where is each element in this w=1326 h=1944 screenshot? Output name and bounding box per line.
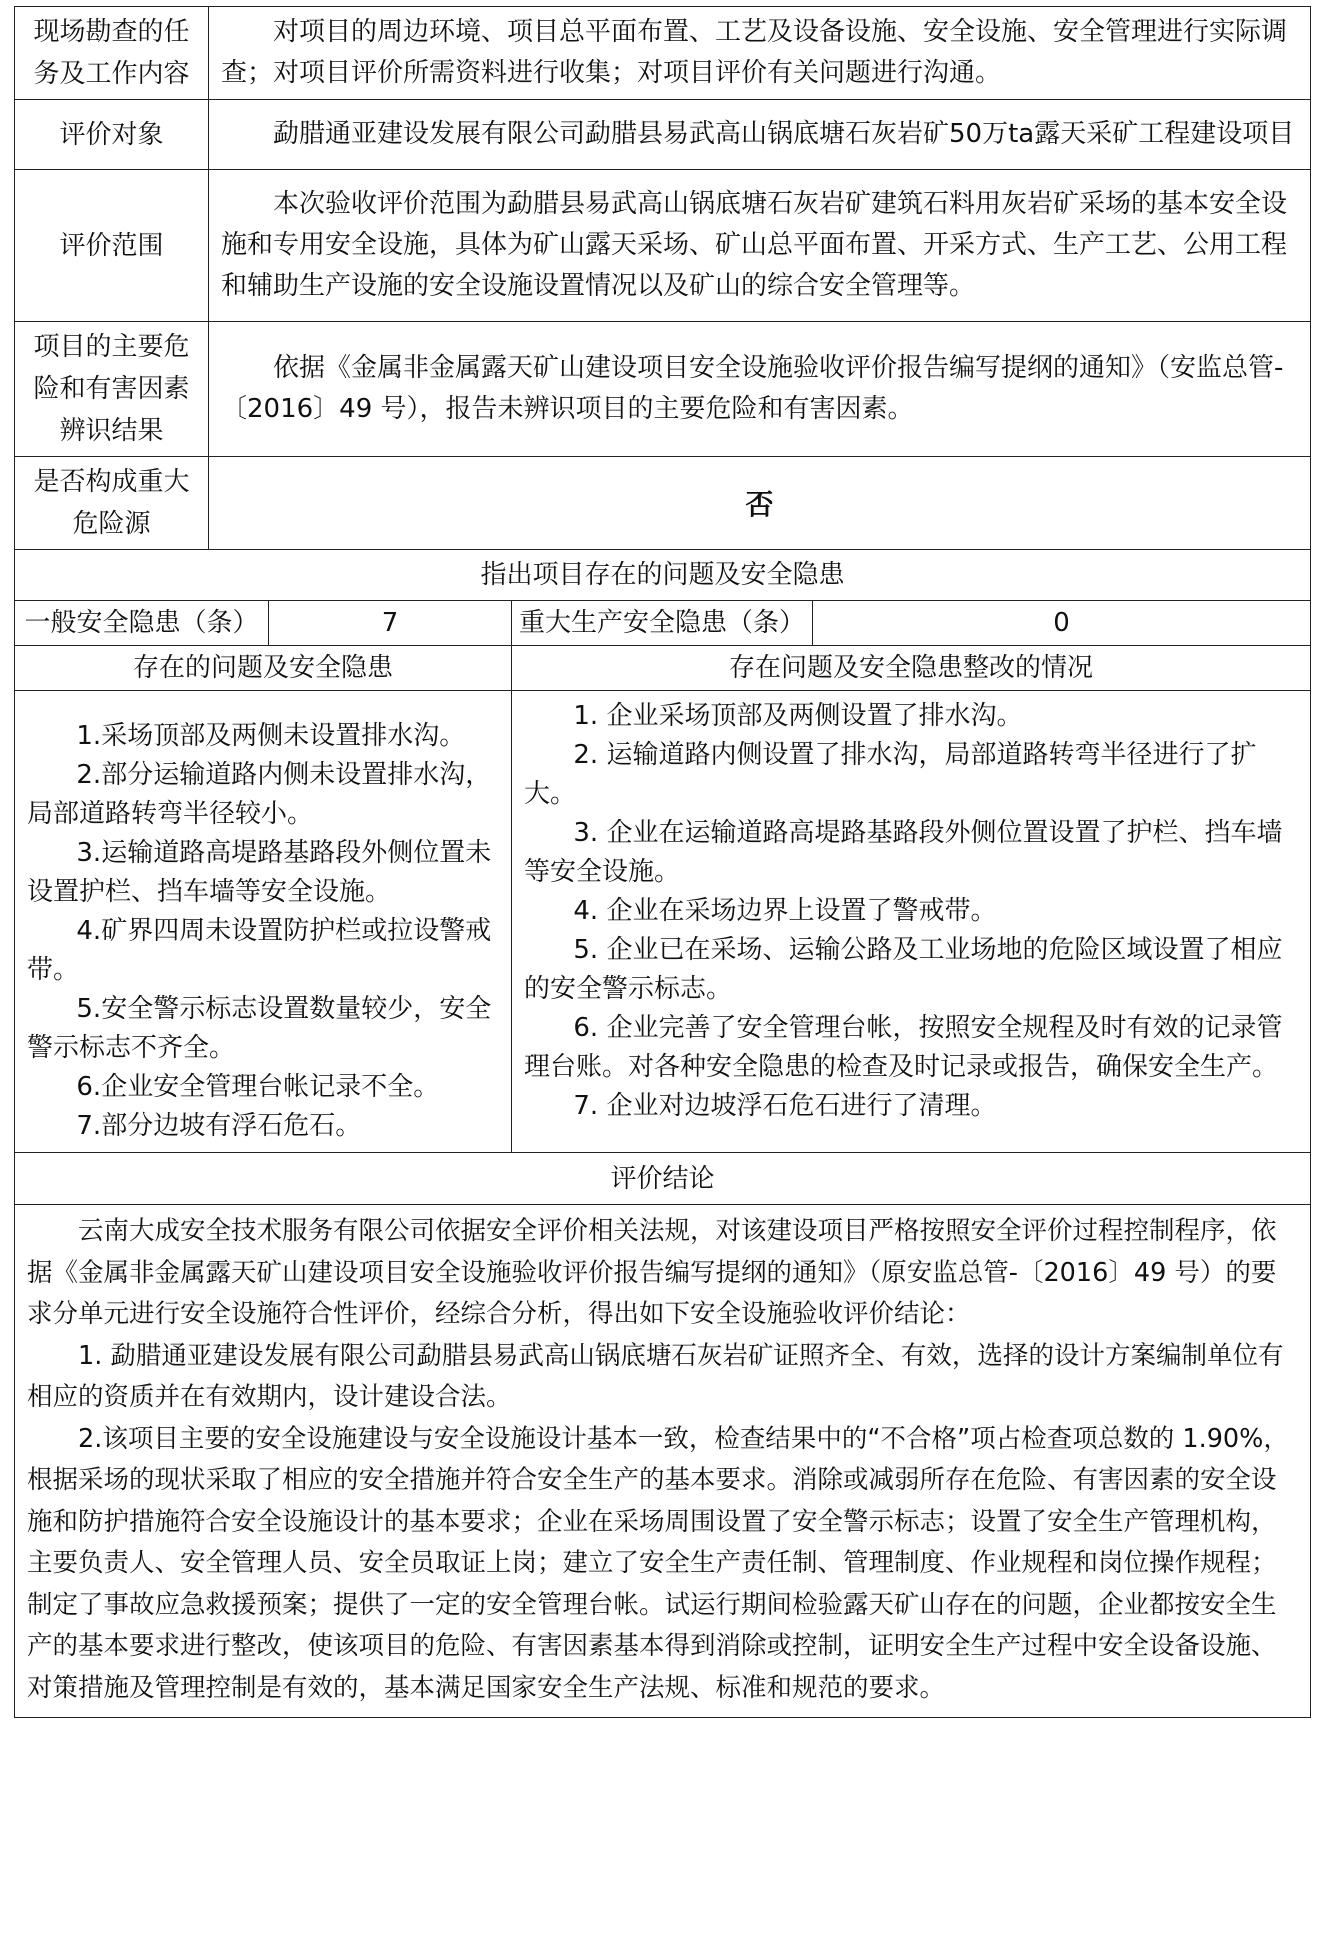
row-task xyxy=(15,7,1311,100)
list-item: 5. 企业已在采场、运输公路及工业场地的危险区域设置了相应的安全警示标志。 xyxy=(524,935,1283,1004)
task-value: 对项目的周边环境、项目总平面布置、工艺及设备设施、安全设施、安全管理进行实际调查；对项目评价所需资料进行收集；对项目评价有关问题进行沟通。 xyxy=(209,7,1311,100)
row-issue-lists xyxy=(15,691,1311,1153)
major-label: 是否构成重大危险源 xyxy=(15,457,209,550)
task-label: 现场勘查的任务及工作内容 xyxy=(15,7,209,100)
scope-label: 评价范围 xyxy=(15,170,209,322)
list-item: 7. 企业对边坡浮石危石进行了清理。 xyxy=(573,1091,997,1121)
object-label: 评价对象 xyxy=(15,100,209,170)
object-value: 勐腊通亚建设发展有限公司勐腊县易武高山锅底塘石灰岩矿50万ta露天采矿工程建设项目 xyxy=(209,100,1311,170)
row-issue-headers xyxy=(15,646,1311,691)
list-item: 2.部分运输道路内侧未设置排水沟，局部道路转弯半径较小。 xyxy=(27,760,492,829)
list-item: 6.企业安全管理台帐记录不全。 xyxy=(76,1072,440,1102)
problems-list xyxy=(15,691,512,1153)
list-item: 1. 企业采场顶部及两侧设置了排水沟。 xyxy=(573,701,1023,731)
list-item: 2. 运输道路内侧设置了排水沟，局部道路转弯半径进行了扩大。 xyxy=(524,740,1257,809)
list-item: 4. 企业在采场边界上设置了警戒带。 xyxy=(573,896,997,926)
conclusion-body xyxy=(15,1205,1311,1718)
list-item: 7.部分边坡有浮石危石。 xyxy=(76,1111,362,1141)
list-item: 5.安全警示标志设置数量较少，安全警示标志不齐全。 xyxy=(27,994,492,1063)
list-item: 6. 企业完善了安全管理台帐，按照安全规程及时有效的记录管理台账。对各种安全隐患的检查及时记录或报告，确保安全生产。 xyxy=(524,1013,1283,1082)
list-item: 1.采场顶部及两侧未设置排水沟。 xyxy=(76,721,466,751)
info-table xyxy=(14,6,1311,1718)
general-hazard-label: 一般安全隐患（条） xyxy=(15,601,269,646)
hazards-value: 依据《金属非金属露天矿山建设项目安全设施验收评价报告编写提纲的通知》（安监总管-〔2016〕49 号），报告未辨识项目的主要危险和有害因素。 xyxy=(209,322,1311,457)
row-scope xyxy=(15,170,1311,322)
major-hazard-count: 0 xyxy=(813,601,1311,646)
major-hazard-label: 重大生产安全隐患（条） xyxy=(512,601,813,646)
row-hazards xyxy=(15,322,1311,457)
general-hazard-count: 7 xyxy=(269,601,512,646)
conclusion-paragraph: 云南大成安全技术服务有限公司依据安全评价相关法规，对该建设项目严格按照安全评价过程控制程序，依据《金属非金属露天矿山建设项目安全设施验收评价报告编写提纲的通知》（原安监总管-〔2016〕49 号）的要求分单元进行安全设施符合性评价，经综合分析，得出如下安全设施验收评价结论： xyxy=(27,1216,1277,1329)
row-issue-counts xyxy=(15,601,1311,646)
list-item: 4.矿界四周未设置防护栏或拉设警戒带。 xyxy=(27,916,492,985)
conclusion-paragraph: 1. 勐腊通亚建设发展有限公司勐腊县易武高山锅底塘石灰岩矿证照齐全、有效，选择的设计方案编制单位有相应的资质并在有效期内，设计建设合法。 xyxy=(27,1340,1284,1412)
list-item: 3. 企业在运输道路高堤路基路段外侧位置设置了护栏、挡车墙等安全设施。 xyxy=(524,818,1283,887)
row-object xyxy=(15,100,1311,170)
row-conclusion-body xyxy=(15,1205,1311,1718)
hazards-label: 项目的主要危险和有害因素辨识结果 xyxy=(15,322,209,457)
fixes-list xyxy=(512,691,1311,1153)
list-item: 3.运输道路高堤路基路段外侧位置未设置护栏、挡车墙等安全设施。 xyxy=(27,838,492,907)
conclusion-title: 评价结论 xyxy=(15,1153,1311,1205)
major-value: 否 xyxy=(209,457,1311,550)
fixes-header: 存在问题及安全隐患整改的情况 xyxy=(512,646,1311,691)
evaluation-form xyxy=(14,6,1310,1718)
problems-header: 存在的问题及安全隐患 xyxy=(15,646,512,691)
issues-title: 指出项目存在的问题及安全隐患 xyxy=(15,550,1311,601)
row-major-hazard xyxy=(15,457,1311,550)
conclusion-paragraph: 2.该项目主要的安全设施建设与安全设施设计基本一致，检查结果中的“不合格”项占检查项总数的 1.90%，根据采场的现状采取了相应的安全措施并符合安全生产的基本要求。消除或减弱所存在危险、有害因素的安全设施和防护措施符合安全设施设计的基本要求；企业在采场周围设置了安全警示标志；设置了安全生产管理机构，主要负责人、安全管理人员、安全员取证上岗；建立了安全生产责任制、管理制度、作业规程和岗位操作规程；制定了事故应急救援预案；提供了一定的安全管理台帐。试运行期间检验露天矿山存在的问题，企业都按安全生产的基本要求进行整改，使该项目的危险、有害因素基本得到消除或控制，证明安全生产过程中安全设备设施、对策措施及管理控制是有效的，基本满足国家安全生产法规、标准和规范的要求。 xyxy=(27,1423,1289,1703)
scope-value: 本次验收评价范围为勐腊县易武高山锅底塘石灰岩矿建筑石料用灰岩矿采场的基本安全设施和专用安全设施，具体为矿山露天采场、矿山总平面布置、开采方式、生产工艺、公用工程和辅助生产设施的安全设施设置情况以及矿山的综合安全管理等。 xyxy=(209,170,1311,322)
row-conclusion-title xyxy=(15,1153,1311,1205)
row-issues-title xyxy=(15,550,1311,601)
